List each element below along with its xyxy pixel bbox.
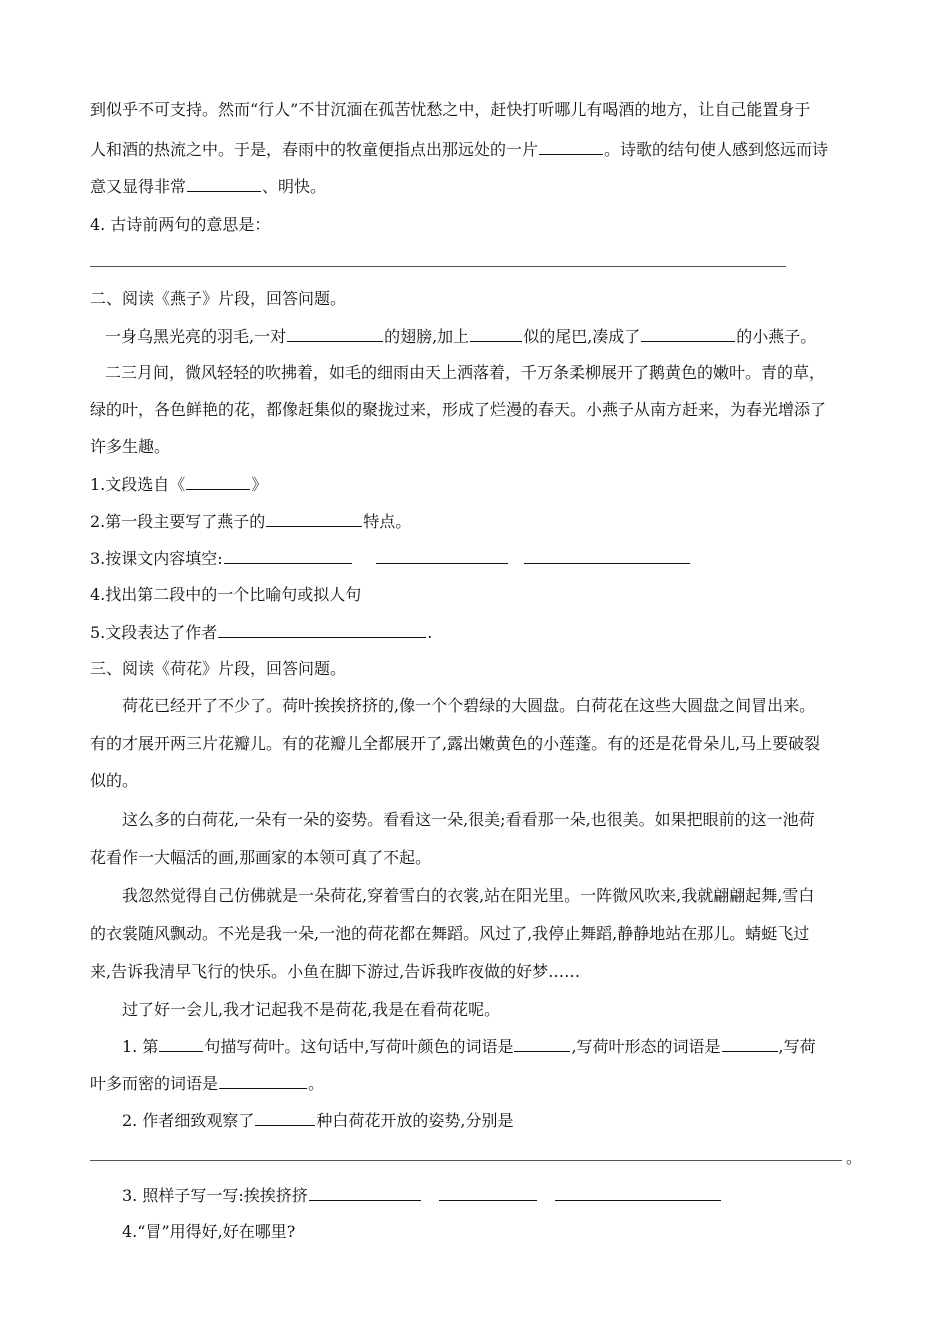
lotus-paragraph-4: 过了好一会儿,我才记起我不是荷花,我是在看荷花呢。 <box>122 1000 501 1019</box>
blank[interactable] <box>255 1110 315 1126</box>
blank[interactable] <box>555 1185 721 1201</box>
blank[interactable] <box>219 1073 307 1089</box>
blank[interactable] <box>470 326 522 342</box>
lotus-question-2: 2. 作者细致观察了 种白荷花开放的姿势,分别是 <box>122 1111 514 1130</box>
question-4-poem-meaning: 4. 古诗前两句的意思是： <box>90 215 271 234</box>
lotus-paragraph-3-line-1: 我忽然觉得自己仿佛就是一朵荷花,穿着雪白的衣裳,站在阳光里。一阵微风吹来,我就翩翩起舞,雪白 <box>122 886 815 905</box>
lotus-paragraph-3-line-3: 来,告诉我清早飞行的快乐。小鱼在脚下游过,告诉我昨夜做的好梦…… <box>90 962 581 981</box>
lotus-question-1-cont: 叶多而密的词语是 。 <box>90 1074 325 1093</box>
question-4: 4.找出第二段中的一个比喻句或拟人句 <box>90 585 362 604</box>
lotus-paragraph-2-line-2: 花看作一大幅活的画,那画家的本领可真了不起。 <box>90 848 432 867</box>
blank[interactable] <box>186 474 250 490</box>
swallow-paragraph-2-line-2: 绿的叶，各色鲜艳的花，都像赶集似的聚拢过来，形成了烂漫的春天。小燕子从南方赶来，为春光增添了 <box>90 400 827 419</box>
blank[interactable] <box>641 326 735 342</box>
blank[interactable] <box>266 511 362 527</box>
lotus-question-4: 4.“冒”用得好,好在哪里? <box>122 1222 296 1241</box>
lotus-paragraph-1-line-3: 似的。 <box>90 771 139 790</box>
question-1: 1.文段选自《 》 <box>90 475 268 494</box>
lotus-question-3: 3. 照样子写一写:挨挨挤挤 <box>122 1185 722 1206</box>
period: 。 <box>846 1148 863 1167</box>
blank[interactable] <box>524 548 690 564</box>
swallow-paragraph-2-line-3: 许多生趣。 <box>90 437 171 456</box>
question-2: 2.第一段主要写了燕子的 特点。 <box>90 512 412 531</box>
answer-line[interactable] <box>90 1160 842 1161</box>
lotus-paragraph-2-line-1: 这么多的白荷花,一朵有一朵的姿势。看看这一朵,很美;看看那一朵,也很美。如果把眼前的这一池荷 <box>122 810 815 829</box>
blank[interactable] <box>309 1185 421 1201</box>
poem-analysis-line-2: 人和酒的热流之中。于是，春雨中的牧童便指点出那远处的一片 。诗歌的结句使人感到悠远而诗 <box>90 140 829 159</box>
poem-analysis-line-3: 意又显得非常 、明快。 <box>90 177 327 196</box>
blank[interactable] <box>439 1185 537 1201</box>
lotus-question-1: 1. 第 句描写荷叶。这句话中,写荷叶颜色的词语是 ,写荷叶形态的词语是 ,写荷 <box>122 1037 816 1056</box>
section-2-heading: 二、阅读《燕子》片段，回答问题。 <box>90 289 347 308</box>
blank[interactable] <box>514 1036 570 1052</box>
blank[interactable] <box>722 1036 778 1052</box>
poem-analysis-line-1: 到似乎不可支持。然而“行人”不甘沉湎在孤苦忧愁之中，赶快打听哪儿有喝酒的地方，让自己能置身于 <box>90 100 811 119</box>
lotus-paragraph-1-line-2: 有的才展开两三片花瓣儿。有的花瓣儿全都展开了,露出嫩黄色的小莲蓬。有的还是花骨朵儿,马上要破裂 <box>90 734 821 753</box>
lotus-paragraph-1-line-1: 荷花已经开了不少了。荷叶挨挨挤挤的,像一个个碧绿的大圆盘。白荷花在这些大圆盘之间冒出来。 <box>122 696 816 715</box>
blank[interactable] <box>539 139 603 155</box>
answer-line[interactable] <box>90 266 786 267</box>
blank[interactable] <box>187 176 261 192</box>
swallow-paragraph-2-line-1: 二三月间，微风轻轻的吹拂着，如毛的细雨由天上洒落着，千万条柔柳展开了鹅黄色的嫩叶。青的草， <box>105 363 826 382</box>
blank[interactable] <box>218 622 426 638</box>
question-3: 3.按课文内容填空: <box>90 548 691 569</box>
blank[interactable] <box>287 326 383 342</box>
section-3-heading: 三、阅读《荷花》片段，回答问题。 <box>90 659 347 678</box>
lotus-paragraph-3-line-2: 的衣裳随风飘动。不光是我一朵,一池的荷花都在舞蹈。风过了,我停止舞蹈,静静地站在那儿。蜻蜓飞过 <box>90 924 810 943</box>
blank[interactable] <box>224 548 352 564</box>
blank[interactable] <box>376 548 508 564</box>
blank[interactable] <box>159 1036 203 1052</box>
swallow-paragraph-1: 一身乌黑光亮的羽毛,一对 的翅膀,加上 似的尾巴,凑成了 的小燕子。 <box>105 327 817 346</box>
question-5: 5.文段表达了作者 . <box>90 623 433 642</box>
